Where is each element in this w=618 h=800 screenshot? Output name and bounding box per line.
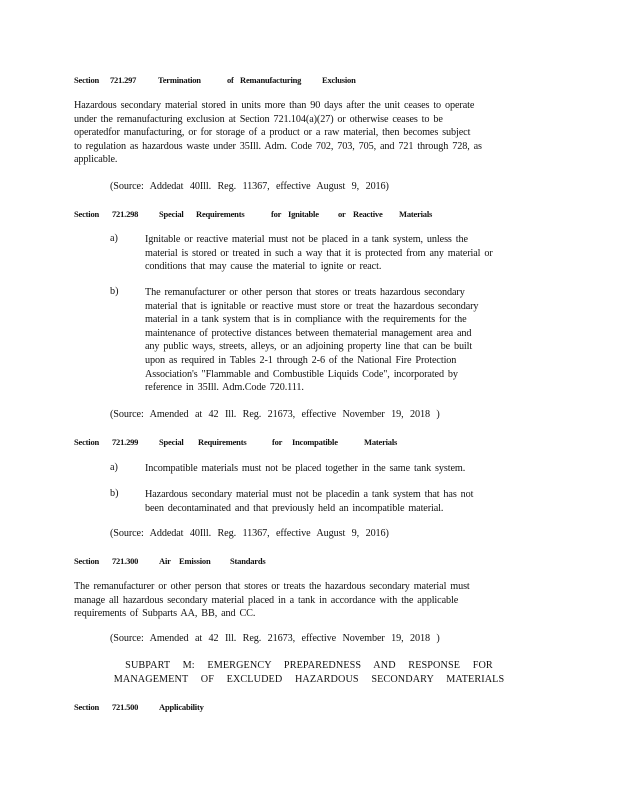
heading-word: Requirements <box>196 209 245 219</box>
text-line: operatedfor manufacturing, or for storage of a product or a raw material, then becomes subject <box>74 127 471 139</box>
heading-word: Special <box>159 437 184 447</box>
text-line: material that is ignitable or reactive must store or treat the hazardous secondary <box>145 300 479 312</box>
source-note-721-298: (Source: Amended at 42 Ill. Reg. 21673, effective November 19, 2018 ) <box>110 409 440 420</box>
heading-word: Air <box>159 556 171 566</box>
heading-word: Incompatible <box>292 437 338 447</box>
heading-word: for <box>272 437 283 447</box>
item-marker-b: b) <box>110 286 119 297</box>
text-line: Ignitable or reactive material must not be placed in a tank system, unless the <box>145 234 468 245</box>
text-line: applicable. <box>74 154 118 166</box>
text-line: to regulation as hazardous waste under 35Ill. Adm. Code 702, 703, 705, and 721 through 728, as <box>74 140 482 152</box>
section-label: Section <box>74 702 100 712</box>
text-line: manage all hazardous secondary material placed in a tank in accordance with the applicable <box>74 594 459 606</box>
section-label: Section <box>74 209 100 219</box>
section-number: 721.500 <box>112 702 139 712</box>
text-line: Hazardous secondary material must not be placedin a tank system that has not <box>145 489 474 500</box>
text-line: under the remanufacturing exclusion at Section 721.104(a)(27) or otherwise ceases to be <box>74 113 443 125</box>
section-number: 721.299 <box>112 437 139 447</box>
section-number: 721.300 <box>112 556 139 566</box>
subpart-heading-line: MANAGEMENT OF EXCLUDED HAZARDOUS SECONDARY MATERIALS <box>113 674 505 685</box>
paragraph-721-298-b <box>145 286 538 395</box>
section-label: Section <box>74 556 100 566</box>
section-number: 721.297 <box>110 75 137 85</box>
section-number: 721.298 <box>112 209 139 219</box>
section-label: Section <box>74 75 100 85</box>
text-line: been decontaminated and that previously held an incompatible material. <box>145 502 444 514</box>
text-line: upon as required in Tables 2-1 through 2-6 of the National Fire Protection <box>145 354 457 366</box>
heading-word: Exclusion <box>322 75 356 85</box>
text-line: reference in 35Ill. Adm.Code 720.111. <box>145 382 304 394</box>
heading-word: Emission <box>179 556 211 566</box>
heading-word: for <box>271 209 282 219</box>
text-line: material is stored or treated in such a way that it is protected from any material or <box>145 247 493 259</box>
heading-word: Materials <box>399 209 433 219</box>
item-marker-a: a) <box>110 233 118 244</box>
heading-word: Reactive <box>353 209 383 219</box>
heading-word: Materials <box>364 437 398 447</box>
heading-word: Applicability <box>159 702 204 712</box>
text-line: Hazardous secondary material stored in units more than 90 days after the unit ceases to operate <box>74 100 475 111</box>
section-label: Section <box>74 437 100 447</box>
paragraph-721-298-a <box>145 233 538 274</box>
source-note-721-297: (Source: Addedat 40Ill. Reg. 11367, effective August 9, 2016) <box>110 181 389 192</box>
paragraph-721-299-b <box>145 488 538 515</box>
heading-word: Requirements <box>198 437 247 447</box>
heading-word: Standards <box>230 556 266 566</box>
heading-word: Ignitable <box>288 209 319 219</box>
subpart-heading-line: SUBPART M: EMERGENCY PREPAREDNESS AND RESPONSE FOR <box>125 660 493 671</box>
heading-word: Special <box>159 209 184 219</box>
source-note-721-300: (Source: Amended at 42 Ill. Reg. 21673, effective November 19, 2018 ) <box>110 633 440 644</box>
item-marker-b: b) <box>110 488 119 499</box>
text-line: Association's "Flammable and Combustible Liquids Code", incorporated by <box>145 368 458 380</box>
paragraph-721-299-a <box>145 462 538 476</box>
subpart-heading <box>74 659 544 687</box>
source-note-721-299: (Source: Addedat 40Ill. Reg. 11367, effective August 9, 2016) <box>110 528 389 539</box>
heading-word: or <box>338 209 346 219</box>
text-line: The remanufacturer or other person that stores or treats hazardous secondary <box>145 287 465 298</box>
text-line: conditions that may cause the material to ignite or react. <box>145 261 382 273</box>
text-line: any public ways, streets, alleys, or an adjoining property line that can be built <box>145 341 473 353</box>
text-line: requirements of Subparts AA, BB, and CC. <box>74 608 256 620</box>
item-marker-a: a) <box>110 462 118 473</box>
heading-word: of <box>227 75 234 85</box>
text-line: maintenance of protective distances between thematerial management area and <box>145 327 472 339</box>
text-line: The remanufacturer or other person that stores or treats the hazardous secondary material must <box>74 581 470 592</box>
paragraph-721-300 <box>74 580 540 621</box>
text-line: material in a tank system that is in compliance with the requirements for the <box>145 314 467 326</box>
heading-word: Termination <box>158 75 201 85</box>
paragraph-721-297 <box>74 99 540 167</box>
heading-word: Remanufacturing <box>240 75 302 85</box>
text-line: Incompatible materials must not be placed together in the same tank system. <box>145 463 466 474</box>
